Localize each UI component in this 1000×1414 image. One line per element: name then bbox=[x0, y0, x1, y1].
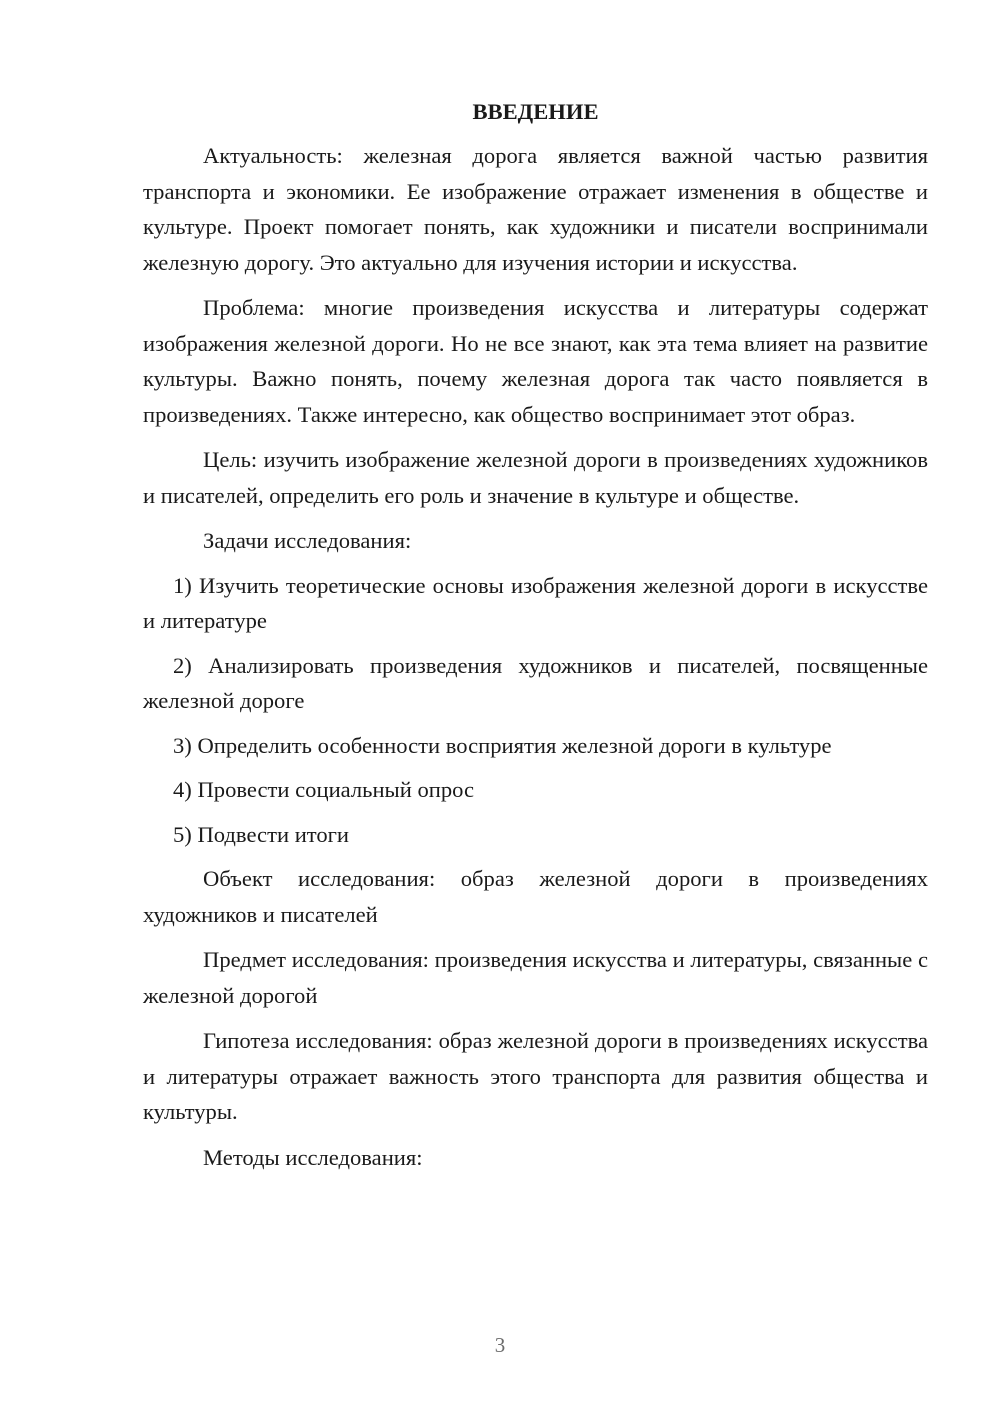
goal-paragraph: Цель: изучить изображение железной дороги в произведениях художников и писателей, определить его роль и значение в культуре и обществе. bbox=[143, 447, 928, 508]
task-item: 4) Провести социальный опрос bbox=[173, 777, 475, 802]
task-item: 1) Изучить теоретические основы изображения железной дороги в искусстве и литературе bbox=[143, 572, 928, 633]
task-item: 3) Определить особенности восприятия железной дороги в культуре bbox=[173, 732, 832, 758]
tasks-heading: Задачи исследования: bbox=[203, 528, 412, 553]
problem-paragraph: Проблема: многие произведения искусства и литературы содержат изображения железной дороги. Но не все знают, как эта тема влияет на развитие культуры. Важно понять, почему железная дорога так часто появляется в произведениях. Также интересно, как общество воспринимает этот образ. bbox=[143, 295, 928, 427]
page-number: 3 bbox=[494, 1333, 506, 1357]
task-item: 5) Подвести итоги bbox=[173, 821, 350, 847]
methods-heading: Методы исследования: bbox=[203, 1144, 423, 1170]
object-paragraph: Объект исследования: образ железной дороги в произведениях художников и писателей bbox=[143, 866, 928, 927]
document-page bbox=[143, 95, 928, 1184]
section-title: ВВЕДЕНИЕ bbox=[472, 99, 599, 124]
relevance-paragraph: Актуальность: железная дорога является важной частью развития транспорта и экономики. Ее изображение отражает изменения в обществе и культуре. Проект помогает понять, как художники и писатели воспринимали железную дорогу. Это актуально для изучения истории и искусства. bbox=[143, 143, 928, 275]
subject-paragraph: Предмет исследования: произведения искусства и литературы, связанные с железной дорогой bbox=[143, 947, 928, 1008]
task-item: 2) Анализировать произведения художников и писателей, посвященные железной дороге bbox=[143, 652, 928, 713]
hypothesis-paragraph: Гипотеза исследования: образ железной дороги в произведениях искусства и литературы отражает важность этого транспорта для развития общества и культуры. bbox=[143, 1028, 928, 1124]
